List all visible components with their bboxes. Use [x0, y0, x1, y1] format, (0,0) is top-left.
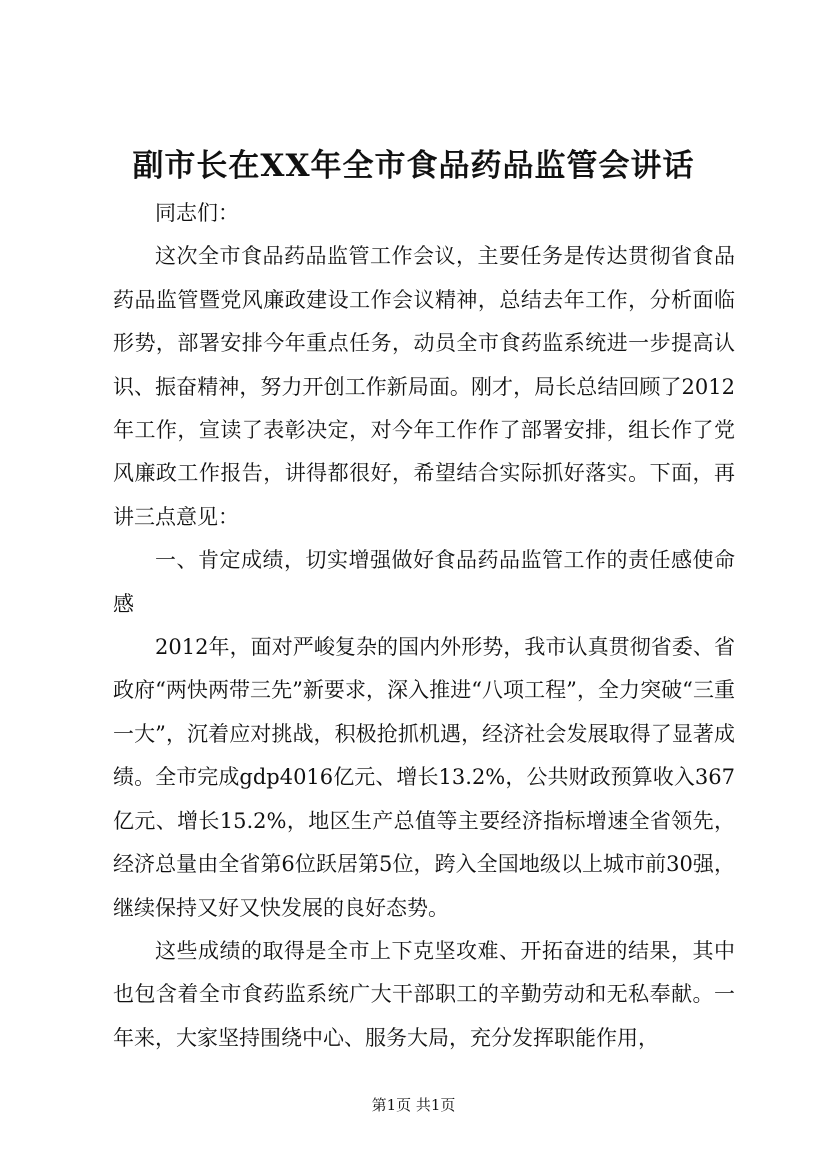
- body-paragraph-achievements: 2012年，面对严峻复杂的国内外形势，我市认真贯彻省委、省政府“两快两带三先”新要求，深入推进“八项工程”，全力突破“三重一大”，沉着应对挑战，积极抢抓机遇，经济社会发展取得了显著成绩。全市完成gdp4016亿元、增长13.2%，公共财政预算收入367亿元、增长15.2%，地区生产总值等主要经济指标增速全省领先，经济总量由全省第6位跃居第5位，跨入全国地级以上城市前30强，继续保持又好又快发展的良好态势。: [113, 635, 735, 920]
- body-paragraph-credit: 这些成绩的取得是全市上下克坚攻难、开拓奋进的结果，其中也包含着全市食药监系统广大干部职工的辛勤劳动和无私奉献。一年来，大家坚持围绕中心、服务大局，充分发挥职能作用，: [113, 938, 735, 1050]
- page-footer: [0, 1095, 827, 1115]
- document-body: [113, 192, 735, 1060]
- section-heading-1: 一、肯定成绩，切实增强做好食品药品监管工作的责任感使命感: [113, 548, 735, 616]
- salutation-paragraph: 同志们：: [155, 201, 239, 225]
- document-title: 副市长在XX年全市食品药品监管会讲话: [132, 148, 695, 184]
- page-number-label: 第1页 共1页: [371, 1096, 456, 1114]
- body-paragraph-intro: 这次全市食品药品监管工作会议，主要任务是传达贯彻省食品药品监管暨党风廉政建设工作会议精神，总结去年工作，分析面临形势，部署安排今年重点任务，动员全市食药监系统进一步提高认识、振奋精神，努力开创工作新局面。刚才，局长总结回顾了2012年工作，宣读了表彰决定，对今年工作作了部署安排，组长作了党风廉政工作报告，讲得都很好，希望结合实际抓好落实。下面，再讲三点意见：: [113, 244, 735, 529]
